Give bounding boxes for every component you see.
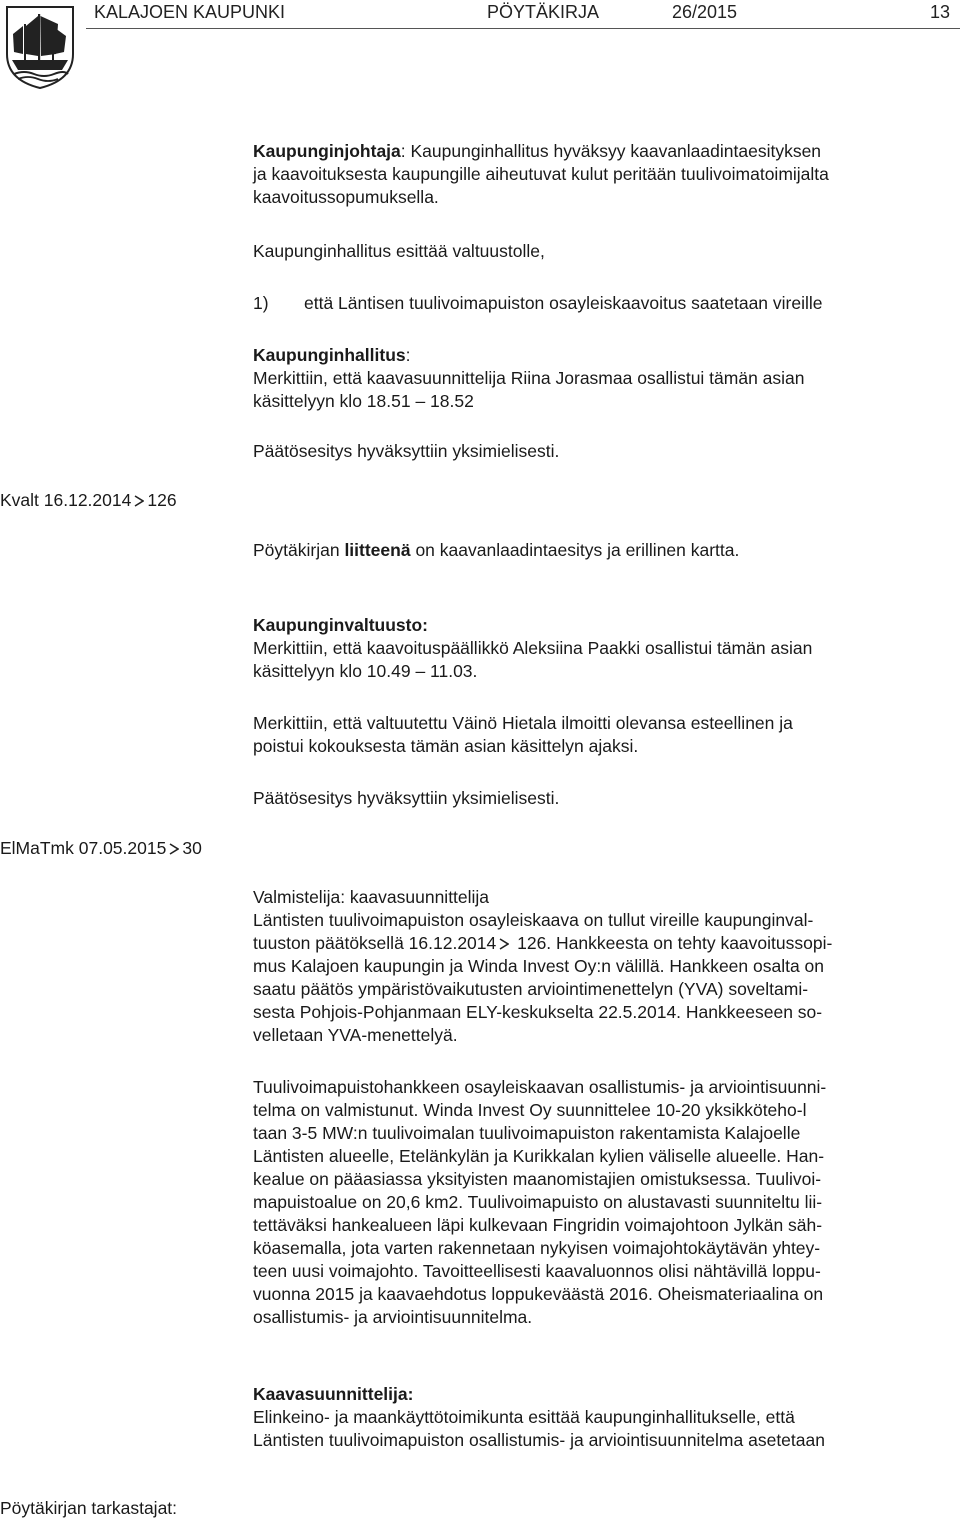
plan-paragraph-line: telma on valmistunut. Winda Invest Oy suunnittelee 10-20 yksikköteho-l	[253, 1100, 807, 1120]
header-divider	[86, 28, 960, 29]
paragraph-arrow-icon	[499, 938, 509, 950]
preparer-line: Valmistelija: kaavasuunnittelija	[253, 887, 490, 907]
mayor-proposal-line-2: ja kaavoituksesta kaupungille aiheutuvat kulut peritään tuulivoimatoimijalta	[253, 164, 829, 184]
attachment-line: Pöytäkirjan liitteenä on kaavanlaadintaesitys ja erillinen kartta.	[253, 540, 740, 560]
planner-proposal-line-1: Elinkeino- ja maankäyttötoimikunta esittää kaupunginhallitukselle, että	[253, 1407, 795, 1427]
plan-paragraph-line: mapuistoalue on 20,6 km2. Tuulivoimapuisto on alustavasti suunniteltu lii-	[253, 1192, 823, 1212]
background-paragraph-line: saatu päätös ympäristövaikutusten arviointimenettelyn (YVA) soveltami-	[253, 979, 809, 999]
background-paragraph-line: tuuston päätöksellä 16.12.2014 126. Hankkeesta on tehty kaavoitussopi-	[253, 933, 833, 953]
council-decision: Päätösesitys hyväksyttiin yksimielisesti.	[253, 788, 560, 808]
ship-coat-of-arms-icon	[4, 4, 76, 90]
proposal-item-number: 1)	[253, 293, 269, 313]
planner-proposal-line-2: Läntisten tuulivoimapuiston osallistumis- ja arviointisuunnitelma asetetaan	[253, 1430, 825, 1450]
plan-paragraph-line: kealue on pääasiassa yksityisten maanomistajien omistuksessa. Tuulivoi-	[253, 1169, 822, 1189]
board-heading: Kaupunginhallitus:	[253, 345, 411, 365]
proposal-item-text: että Läntisen tuulivoimapuiston osayleiskaavoitus saatetaan vireille	[304, 293, 823, 313]
council-recusal-line-1: Merkittiin, että valtuutettu Väinö Hietala ilmoitti olevansa esteellinen ja	[253, 713, 793, 733]
background-paragraph-line: sesta Pohjois-Pohjanmaan ELY-keskukselta 22.5.2014. Hankkeeseen so-	[253, 1002, 823, 1022]
elmatmk-reference: ElMaTmk 07.05.2015 30	[0, 838, 202, 858]
plan-paragraph-line: Tuulivoimapuistohankkeen osayleiskaavan osallistumis- ja arviointisuunni-	[253, 1077, 827, 1097]
footer-inspectors-label: Pöytäkirjan tarkastajat:	[0, 1498, 178, 1518]
background-paragraph-line: Läntisten tuulivoimapuiston osayleiskaava on tullut vireille kaupunginval-	[253, 910, 814, 930]
plan-paragraph-line: köasemalla, jota varten rakennetaan nykyisen voimajohtokäytävän yhtey-	[253, 1238, 821, 1258]
plan-paragraph-line: Läntisten alueelle, Etelänkylän ja Kurikkalan kylien väliselle alueelle. Han-	[253, 1146, 825, 1166]
page-number: 13	[930, 2, 951, 22]
council-heading: Kaupunginvaltuusto:	[253, 615, 428, 635]
council-note-line-1: Merkittiin, että kaavoituspäällikkö Aleksiina Paakki osallistui tämän asian	[253, 638, 813, 658]
proposal-intro: Kaupunginhallitus esittää valtuustolle,	[253, 241, 545, 261]
paragraph-arrow-icon	[169, 843, 179, 855]
plan-paragraph-line: osallistumis- ja arviointisuunnitelma.	[253, 1307, 533, 1327]
plan-paragraph-line: vuonna 2015 ja kaavaehdotus loppukeväästä 2016. Oheismateriaalina on	[253, 1284, 824, 1304]
page-header	[0, 0, 960, 28]
paragraph-arrow-icon	[134, 495, 144, 507]
mayor-proposal-line-1: Kaupunginjohtaja: Kaupunginhallitus hyväksyy kaavanlaadintaesityksen	[253, 141, 822, 161]
kvalt-reference: Kvalt 16.12.2014 126	[0, 490, 177, 510]
background-paragraph-line: mus Kalajoen kaupungin ja Winda Invest Oy:n välillä. Hankkeen osalta on	[253, 956, 825, 976]
council-note-line-2: käsittelyyn klo 10.49 – 11.03.	[253, 661, 478, 681]
plan-paragraph-line: teen uusi voimajohto. Tavoitteellisesti kaavaluonnos olisi nähtävillä loppu-	[253, 1261, 821, 1281]
board-decision: Päätösesitys hyväksyttiin yksimielisesti.	[253, 441, 560, 461]
municipality-name: KALAJOEN KAUPUNKI	[94, 2, 286, 22]
plan-paragraph-line: tettäväksi hankealueen läpi kulkevaan Fingridin voimajohtoon Jylkän säh-	[253, 1215, 823, 1235]
board-note-line-2: käsittelyyn klo 18.51 – 18.52	[253, 391, 474, 411]
council-recusal-line-2: poistui kokouksesta tämän asian käsittelyn ajaksi.	[253, 736, 639, 756]
document-type: PÖYTÄKIRJA	[487, 2, 600, 22]
mayor-proposal-line-3: kaavoitussopumuksella.	[253, 187, 439, 207]
background-paragraph-line: velletaan YVA-menettelyä.	[253, 1025, 458, 1045]
board-note-line-1: Merkittiin, että kaavasuunnittelija Riina Jorasmaa osallistui tämän asian	[253, 368, 805, 388]
document-number: 26/2015	[672, 2, 738, 22]
planner-heading: Kaavasuunnittelija:	[253, 1384, 414, 1404]
plan-paragraph-line: taan 3-5 MW:n tuulivoimalan tuulivoimapuiston rakentamista Kalajoelle	[253, 1123, 801, 1143]
